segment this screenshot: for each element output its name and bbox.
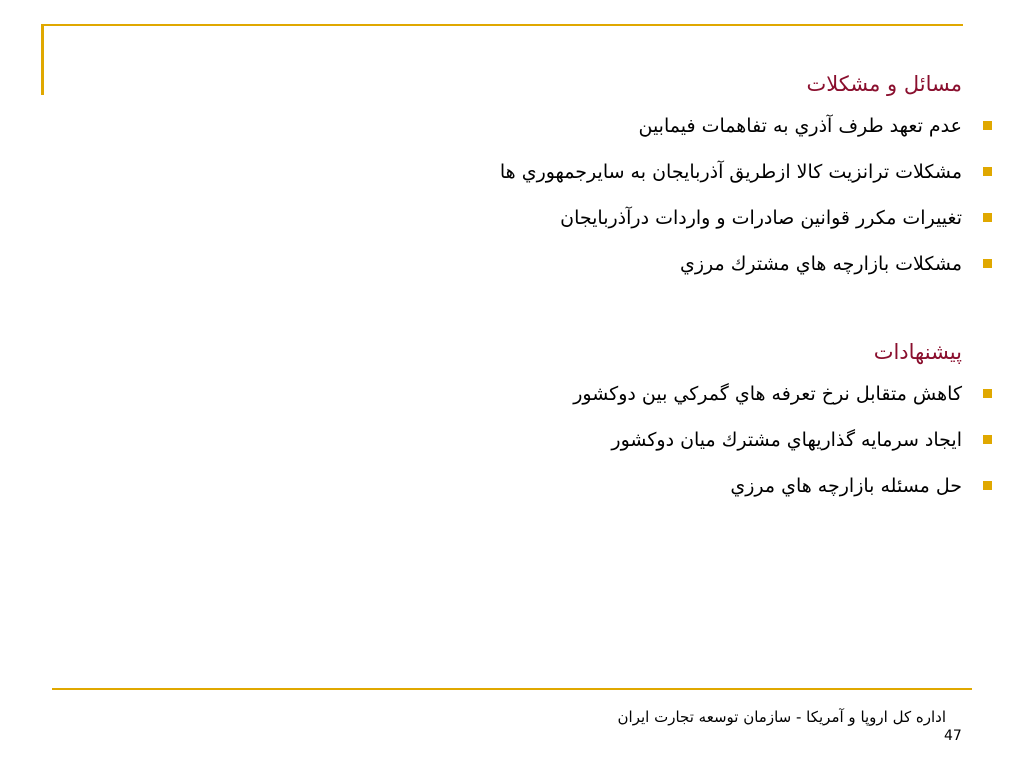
square-bullet-icon [983,435,992,444]
square-bullet-icon [983,389,992,398]
frame-left-rule [41,25,44,95]
suggestions-list [322,374,962,512]
square-bullet-icon [983,481,992,490]
list-item-text: كاهش متقابل نرخ تعرفه هاي گمركي بين دوكشور [573,383,962,405]
list-item [322,152,962,198]
list-item [322,244,962,290]
square-bullet-icon [983,213,992,222]
slide-content [322,68,962,512]
list-item [322,466,962,512]
list-item [322,420,962,466]
list-item [322,106,962,152]
list-item-text: ايجاد سرمايه گذاريهاي مشترك ميان دوكشور [611,429,962,451]
list-item-text: عدم تعهد طرف آذري به تفاهمات فيمابين [638,115,962,137]
list-item-text: تغييرات مكرر قوانين صادرات و واردات درآذربايجان [560,207,962,229]
problems-list [322,106,962,290]
page-number: 47 [944,728,962,744]
square-bullet-icon [983,259,992,268]
section-spacer [322,290,962,336]
list-item-text: مشكلات بازارچه هاي مشترك مرزي [679,253,962,275]
square-bullet-icon [983,121,992,130]
list-item [322,198,962,244]
footer-organization: اداره كل اروپا و آمريكا - سازمان توسعه تجارت ايران [617,708,946,726]
list-item [322,374,962,420]
footer-rule [52,688,972,690]
frame-top-rule [41,24,963,26]
square-bullet-icon [983,167,992,176]
list-item-text: حل مسئله بازارچه هاي مرزي [730,475,962,497]
section-heading-suggestions: پيشنهادات [873,340,962,364]
list-item-text: مشكلات ترانزيت كالا ازطريق آذربايجان به سايرجمهوري ها [499,161,962,183]
section-heading-problems: مسائل و مشکلات [806,72,962,96]
